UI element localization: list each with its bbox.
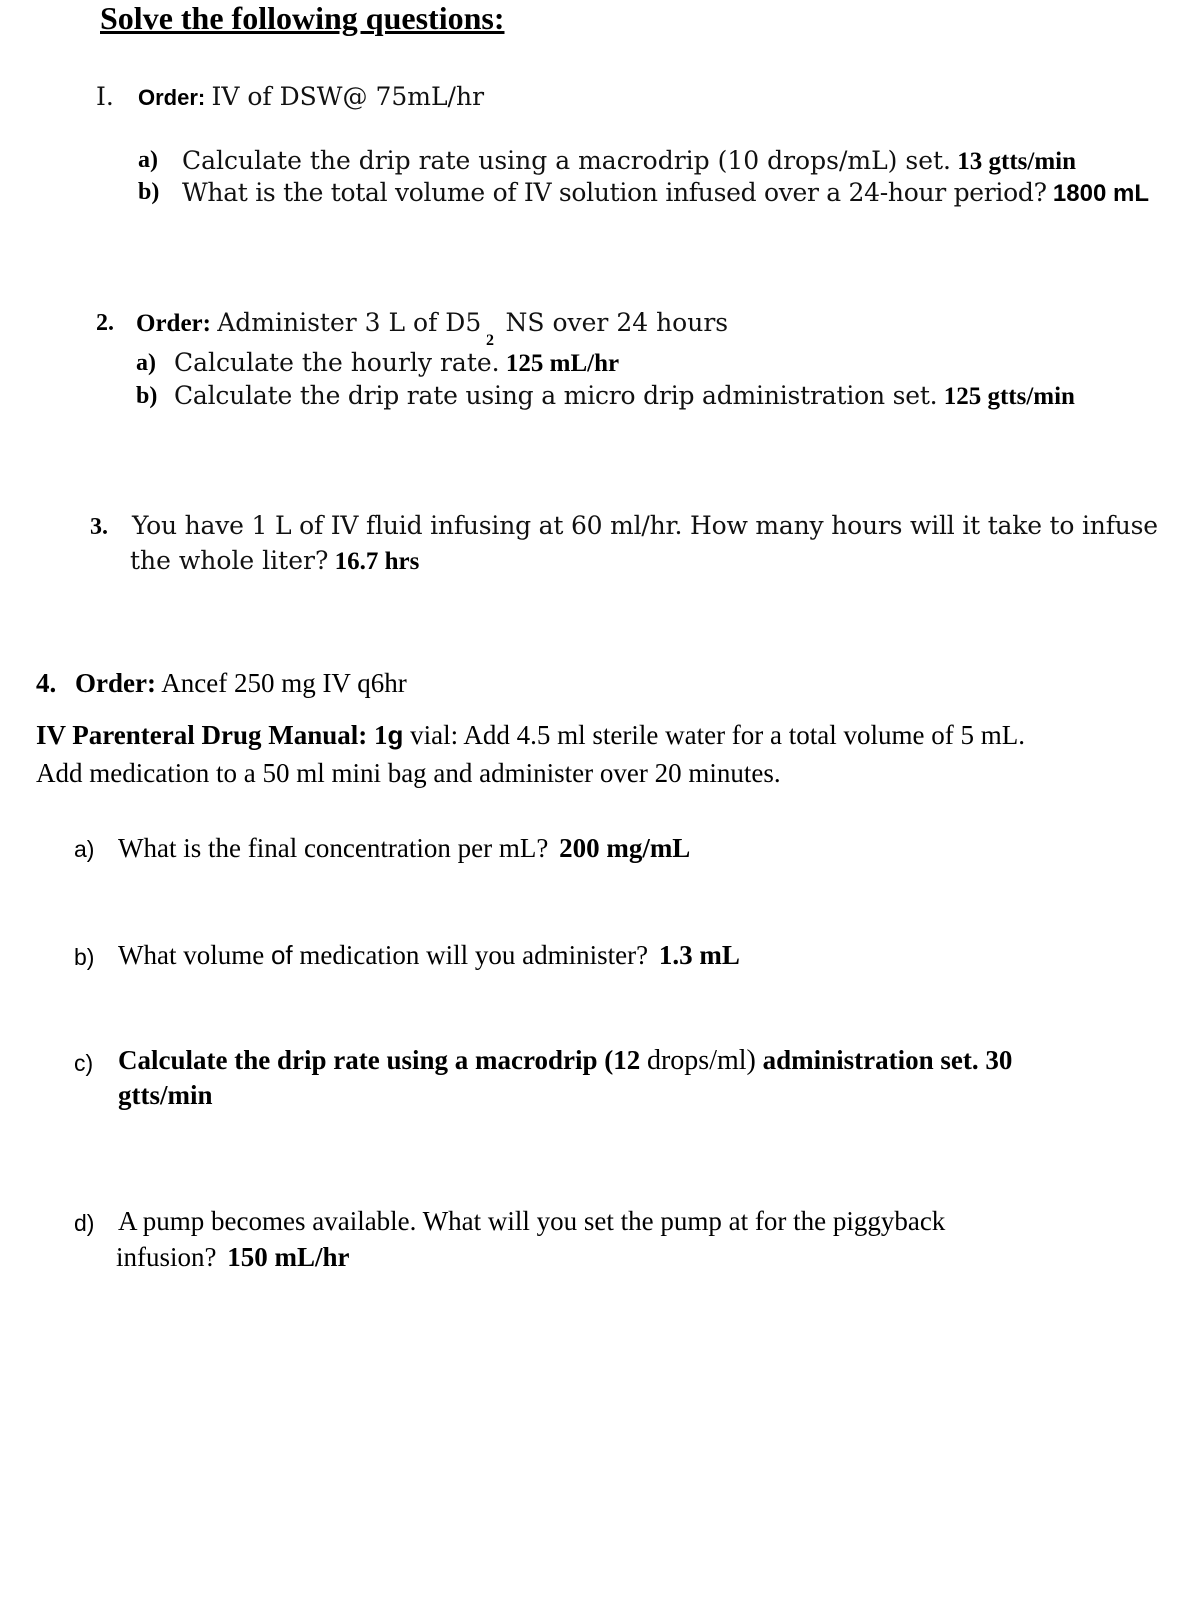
question-2b-marker: b) [136, 383, 158, 409]
question-2-order [136, 308, 728, 338]
question-3-line-1: You have 1 L of IV fluid infusing at 60 ml/hr. How many hours will it take to infuse [132, 511, 1158, 540]
question-text-continued: medication will you administer? [299, 940, 649, 970]
question-text: Calculate the drip rate using a micro drip administration set. [174, 381, 938, 410]
question-4a-marker: a) [74, 836, 95, 862]
question-text: the whole liter? [130, 546, 329, 575]
question-3-line-2 [130, 546, 419, 576]
question-text: Calculate the drip rate using a macrodrip (10 drops/mL) set. [182, 146, 951, 175]
manual-unit: g [387, 720, 404, 750]
answer: 125 gtts/min [943, 383, 1075, 410]
question-2a [174, 348, 619, 378]
question-2a-marker: a) [136, 350, 156, 376]
order-text: Administer 3 L of D5 [217, 308, 482, 337]
question-4-order [75, 668, 407, 699]
order-text: IV of DSW@ 75mL/hr [211, 82, 485, 111]
question-text: What is the final concentration per mL? [118, 833, 549, 863]
manual-label: IV Parenteral Drug Manual: 1 [36, 720, 388, 750]
question-4c-marker: c) [74, 1050, 94, 1076]
question-text: Calculate the hourly rate. [174, 348, 500, 377]
question-4a [118, 833, 690, 864]
answer: 125 mL/hr [505, 350, 620, 377]
question-text-continued: administration set. [762, 1045, 979, 1075]
question-1-number: I. [96, 82, 114, 111]
question-text-of: of [270, 940, 293, 970]
question-text: What is the total volume of IV solution infused over a 24-hour period? [182, 178, 1047, 207]
question-text: Calculate the drip rate using a macrodrip (12 [118, 1045, 641, 1075]
order-label: Order: [75, 668, 156, 698]
question-4b [118, 940, 740, 971]
question-4-number: 4. [36, 668, 57, 698]
question-2-number: 2. [96, 310, 114, 336]
page-title: Solve the following questions: [100, 0, 505, 36]
drug-manual-line-1 [36, 720, 1025, 751]
question-3-number: 3. [90, 514, 108, 540]
order-text-continued: NS over 24 hours [505, 308, 729, 337]
question-text-drops: drops/ml) [646, 1045, 756, 1076]
order-label: Order: [138, 85, 206, 110]
question-2b [174, 381, 1075, 411]
order-label: Order: [136, 310, 211, 337]
answer: 150 mL/hr [227, 1242, 350, 1272]
answer: 1.3 mL [658, 940, 740, 970]
question-text: What volume [118, 940, 265, 970]
answer: 13 gtts/min [957, 148, 1076, 175]
answer: 16.7 hrs [334, 548, 420, 575]
manual-text: vial: Add 4.5 ml sterile water for a total volume of 5 mL. [410, 720, 1025, 750]
question-4d-line-2 [116, 1242, 350, 1273]
question-4d-line-1: A pump becomes available. What will you set the pump at for the piggyback [118, 1206, 946, 1236]
question-1a-marker: a) [138, 147, 158, 173]
question-4b-marker: b) [74, 944, 95, 970]
question-4d-marker: d) [74, 1210, 95, 1236]
question-1b-marker: b) [138, 179, 160, 205]
question-1b [182, 178, 1149, 208]
answer: 200 mg/mL [559, 833, 691, 863]
order-text: Ancef 250 mg IV q6hr [161, 668, 407, 698]
answer-part-2: gtts/min [118, 1080, 213, 1110]
question-1a [182, 146, 1076, 176]
drug-manual-line-2: Add medication to a 50 ml mini bag and administer over 20 minutes. [36, 758, 781, 788]
answer: 1800 mL [1052, 180, 1149, 207]
question-4c-line-1 [118, 1045, 1012, 1077]
subscript-2: 2 [486, 332, 494, 349]
answer-part-1: 30 [985, 1045, 1013, 1075]
question-1-order [138, 82, 484, 112]
question-text: infusion? [116, 1242, 217, 1272]
